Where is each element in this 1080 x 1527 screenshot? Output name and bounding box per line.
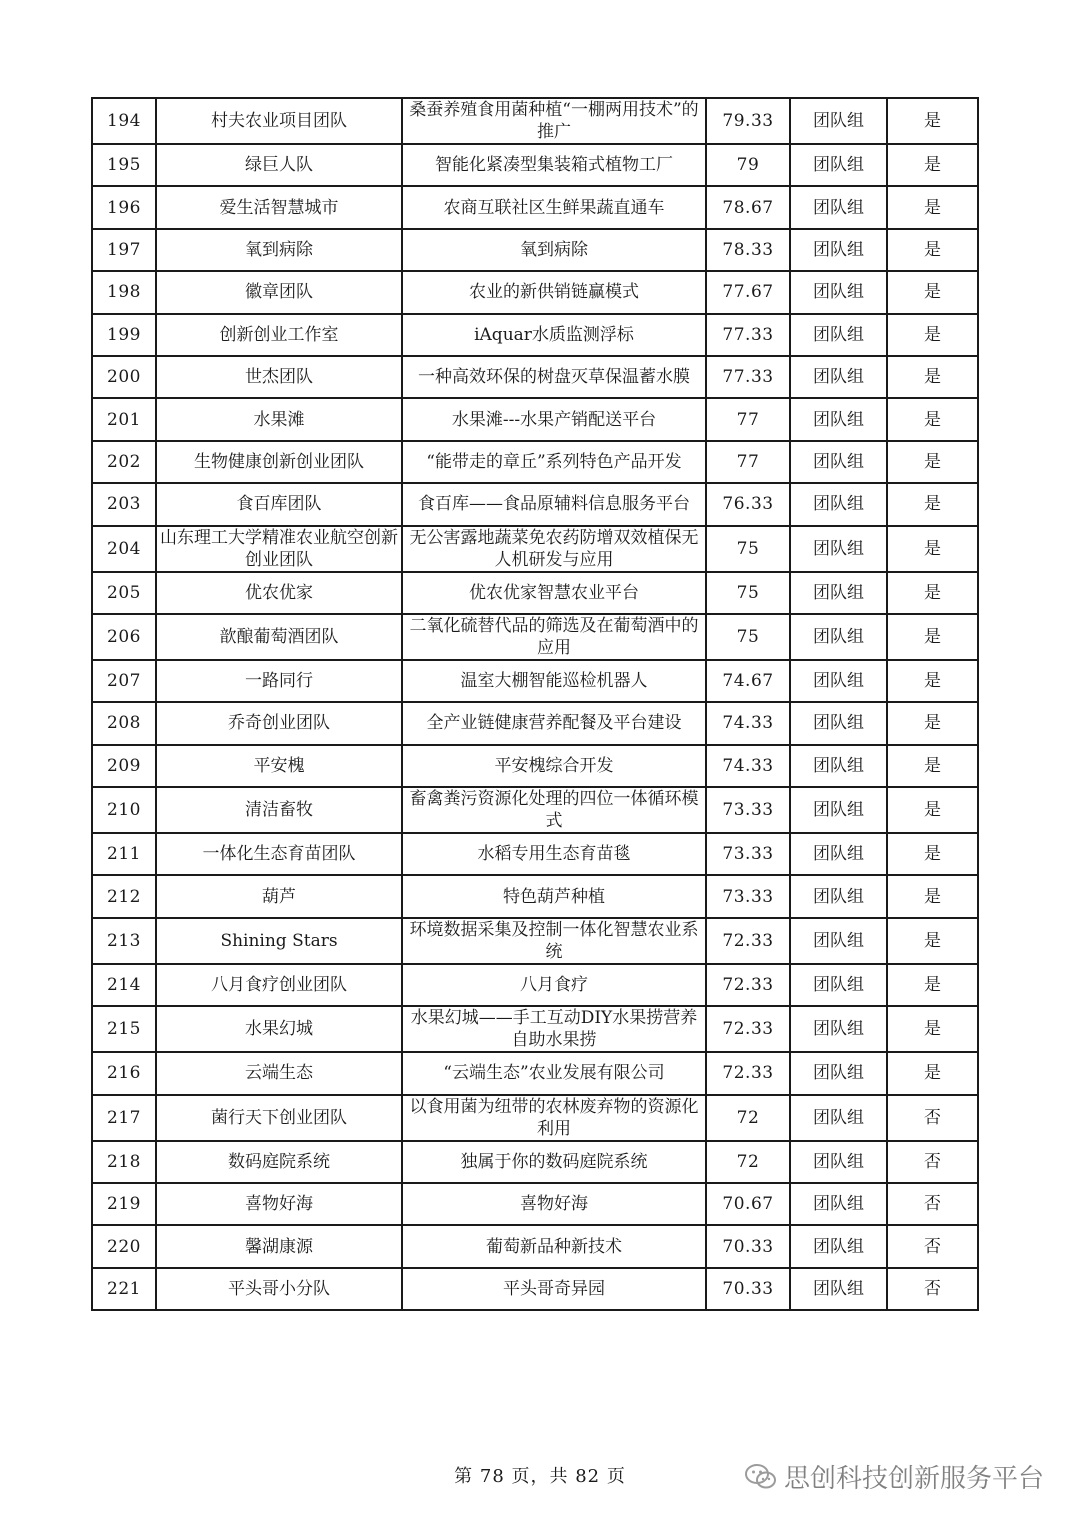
team-name-cell: 山东理工大学精准农业航空创新创业团队 (156, 526, 402, 572)
qualified-cell: 是 (887, 660, 978, 702)
row-number-cell: 201 (92, 398, 156, 440)
qualified-cell: 是 (887, 398, 978, 440)
team-name-cell: 清洁畜牧 (156, 787, 402, 833)
score-cell: 75 (706, 572, 790, 614)
qualified-cell: 是 (887, 98, 978, 144)
table-row (92, 1006, 978, 1052)
team-name-cell: 一体化生态育苗团队 (156, 833, 402, 875)
score-cell: 70.33 (706, 1268, 790, 1310)
project-name-cell: 二氧化硫替代品的筛选及在葡萄酒中的应用 (402, 614, 706, 660)
project-name-cell: 温室大棚智能巡检机器人 (402, 660, 706, 702)
group-cell: 团队组 (790, 1225, 887, 1267)
team-name-cell: 徽章团队 (156, 271, 402, 313)
table-row (92, 1268, 978, 1310)
qualified-cell: 是 (887, 918, 978, 964)
qualified-cell: 是 (887, 572, 978, 614)
group-cell: 团队组 (790, 787, 887, 833)
table-body (92, 98, 978, 1310)
team-name-cell: 云端生态 (156, 1052, 402, 1094)
project-name-cell: “云端生态”农业发展有限公司 (402, 1052, 706, 1094)
table-row (92, 918, 978, 964)
team-name-cell: 创新创业工作室 (156, 314, 402, 356)
project-name-cell: 全产业链健康营养配餐及平台建设 (402, 702, 706, 744)
project-name-cell: 农业的新供销链赢模式 (402, 271, 706, 313)
project-name-cell: 食百库——食品原辅料信息服务平台 (402, 483, 706, 525)
row-number-cell: 202 (92, 441, 156, 483)
team-name-cell: 村夫农业项目团队 (156, 98, 402, 144)
score-cell: 72 (706, 1095, 790, 1141)
row-number-cell: 219 (92, 1183, 156, 1225)
score-cell: 70.67 (706, 1183, 790, 1225)
qualified-cell: 是 (887, 483, 978, 525)
project-name-cell: iAquar水质监测浮标 (402, 314, 706, 356)
team-name-cell: 爱生活智慧城市 (156, 186, 402, 228)
score-cell: 77 (706, 441, 790, 483)
group-cell: 团队组 (790, 702, 887, 744)
project-name-cell: 农商互联社区生鲜果蔬直通车 (402, 186, 706, 228)
row-number-cell: 221 (92, 1268, 156, 1310)
qualified-cell: 是 (887, 144, 978, 186)
row-number-cell: 203 (92, 483, 156, 525)
team-name-cell: 喜物好海 (156, 1183, 402, 1225)
row-number-cell: 215 (92, 1006, 156, 1052)
project-name-cell: 水稻专用生态育苗毯 (402, 833, 706, 875)
score-cell: 77.33 (706, 356, 790, 398)
team-name-cell: 水果幻城 (156, 1006, 402, 1052)
group-cell: 团队组 (790, 572, 887, 614)
row-number-cell: 204 (92, 526, 156, 572)
group-cell: 团队组 (790, 229, 887, 271)
table-row (92, 1095, 978, 1141)
table-row (92, 660, 978, 702)
qualified-cell: 是 (887, 356, 978, 398)
table-row (92, 572, 978, 614)
group-cell: 团队组 (790, 1095, 887, 1141)
qualified-cell: 否 (887, 1183, 978, 1225)
qualified-cell: 是 (887, 229, 978, 271)
score-cell: 77.33 (706, 314, 790, 356)
score-cell: 77 (706, 398, 790, 440)
group-cell: 团队组 (790, 918, 887, 964)
row-number-cell: 208 (92, 702, 156, 744)
group-cell: 团队组 (790, 964, 887, 1006)
score-cell: 73.33 (706, 833, 790, 875)
qualified-cell: 是 (887, 787, 978, 833)
team-name-cell: 馨湖康源 (156, 1225, 402, 1267)
table-row (92, 186, 978, 228)
score-cell: 78.33 (706, 229, 790, 271)
table-row (92, 526, 978, 572)
table-row (92, 98, 978, 144)
score-cell: 75 (706, 614, 790, 660)
group-cell: 团队组 (790, 875, 887, 917)
group-cell: 团队组 (790, 1141, 887, 1183)
group-cell: 团队组 (790, 483, 887, 525)
qualified-cell: 是 (887, 271, 978, 313)
table-row (92, 441, 978, 483)
team-name-cell: 葫芦 (156, 875, 402, 917)
results-table (91, 97, 979, 1311)
team-name-cell: 数码庭院系统 (156, 1141, 402, 1183)
qualified-cell: 否 (887, 1095, 978, 1141)
score-cell: 74.33 (706, 745, 790, 787)
score-cell: 74.33 (706, 702, 790, 744)
project-name-cell: 氧到病除 (402, 229, 706, 271)
group-cell: 团队组 (790, 314, 887, 356)
qualified-cell: 是 (887, 614, 978, 660)
project-name-cell: 葡萄新品种新技术 (402, 1225, 706, 1267)
group-cell: 团队组 (790, 745, 887, 787)
team-name-cell: 氧到病除 (156, 229, 402, 271)
row-number-cell: 218 (92, 1141, 156, 1183)
qualified-cell: 是 (887, 964, 978, 1006)
wechat-icon (744, 1462, 778, 1492)
team-name-cell: 生物健康创新创业团队 (156, 441, 402, 483)
project-name-cell: 平安槐综合开发 (402, 745, 706, 787)
score-cell: 72 (706, 1141, 790, 1183)
group-cell: 团队组 (790, 614, 887, 660)
score-cell: 70.33 (706, 1225, 790, 1267)
group-cell: 团队组 (790, 356, 887, 398)
table-row (92, 964, 978, 1006)
table-row (92, 1183, 978, 1225)
qualified-cell: 是 (887, 526, 978, 572)
project-name-cell: “能带走的章丘”系列特色产品开发 (402, 441, 706, 483)
table-row (92, 745, 978, 787)
project-name-cell: 水果幻城——手工互动DIY水果捞营养自助水果捞 (402, 1006, 706, 1052)
row-number-cell: 214 (92, 964, 156, 1006)
row-number-cell: 209 (92, 745, 156, 787)
score-cell: 72.33 (706, 918, 790, 964)
team-name-cell: 平安槐 (156, 745, 402, 787)
table-row (92, 271, 978, 313)
qualified-cell: 是 (887, 314, 978, 356)
score-cell: 77.67 (706, 271, 790, 313)
score-cell: 79.33 (706, 98, 790, 144)
table-row (92, 1052, 978, 1094)
row-number-cell: 207 (92, 660, 156, 702)
row-number-cell: 197 (92, 229, 156, 271)
row-number-cell: 194 (92, 98, 156, 144)
team-name-cell: 优农优家 (156, 572, 402, 614)
row-number-cell: 211 (92, 833, 156, 875)
row-number-cell: 217 (92, 1095, 156, 1141)
project-name-cell: 一种高效环保的树盘灭草保温蓄水膜 (402, 356, 706, 398)
group-cell: 团队组 (790, 98, 887, 144)
row-number-cell: 213 (92, 918, 156, 964)
row-number-cell: 198 (92, 271, 156, 313)
table-row (92, 1225, 978, 1267)
score-cell: 72.33 (706, 964, 790, 1006)
qualified-cell: 否 (887, 1225, 978, 1267)
qualified-cell: 否 (887, 1268, 978, 1310)
row-number-cell: 205 (92, 572, 156, 614)
group-cell: 团队组 (790, 398, 887, 440)
table-row (92, 833, 978, 875)
qualified-cell: 是 (887, 875, 978, 917)
row-number-cell: 220 (92, 1225, 156, 1267)
team-name-cell: 八月食疗创业团队 (156, 964, 402, 1006)
project-name-cell: 无公害露地蔬菜免农药防增双效植保无人机研发与应用 (402, 526, 706, 572)
score-cell: 79 (706, 144, 790, 186)
score-cell: 72.33 (706, 1006, 790, 1052)
group-cell: 团队组 (790, 271, 887, 313)
score-cell: 73.33 (706, 875, 790, 917)
row-number-cell: 210 (92, 787, 156, 833)
team-name-cell: 菌行天下创业团队 (156, 1095, 402, 1141)
group-cell: 团队组 (790, 1006, 887, 1052)
group-cell: 团队组 (790, 144, 887, 186)
table-row (92, 356, 978, 398)
table-row (92, 702, 978, 744)
watermark (744, 1458, 1044, 1495)
project-name-cell: 水果滩---水果产销配送平台 (402, 398, 706, 440)
row-number-cell: 196 (92, 186, 156, 228)
project-name-cell: 环境数据采集及控制一体化智慧农业系统 (402, 918, 706, 964)
score-cell: 76.33 (706, 483, 790, 525)
watermark-text: 思创科技创新服务平台 (783, 1464, 1044, 1494)
team-name-cell: 世杰团队 (156, 356, 402, 398)
qualified-cell: 是 (887, 833, 978, 875)
team-name-cell: 歆酿葡萄酒团队 (156, 614, 402, 660)
project-name-cell: 桑蚕养殖食用菌种植“一棚两用技术”的推广 (402, 98, 706, 144)
row-number-cell: 195 (92, 144, 156, 186)
score-cell: 73.33 (706, 787, 790, 833)
row-number-cell: 206 (92, 614, 156, 660)
score-cell: 75 (706, 526, 790, 572)
team-name-cell: Shining Stars (156, 918, 402, 964)
table-row (92, 229, 978, 271)
team-name-cell: 绿巨人队 (156, 144, 402, 186)
score-cell: 78.67 (706, 186, 790, 228)
project-name-cell: 喜物好海 (402, 1183, 706, 1225)
project-name-cell: 以食用菌为纽带的农林废弃物的资源化利用 (402, 1095, 706, 1141)
table-row (92, 144, 978, 186)
project-name-cell: 优农优家智慧农业平台 (402, 572, 706, 614)
project-name-cell: 畜禽粪污资源化处理的四位一体循环模式 (402, 787, 706, 833)
table-row (92, 614, 978, 660)
qualified-cell: 是 (887, 745, 978, 787)
project-name-cell: 智能化紧凑型集装箱式植物工厂 (402, 144, 706, 186)
group-cell: 团队组 (790, 1268, 887, 1310)
group-cell: 团队组 (790, 441, 887, 483)
score-cell: 74.67 (706, 660, 790, 702)
qualified-cell: 是 (887, 186, 978, 228)
qualified-cell: 是 (887, 1052, 978, 1094)
team-name-cell: 平头哥小分队 (156, 1268, 402, 1310)
group-cell: 团队组 (790, 833, 887, 875)
qualified-cell: 否 (887, 1141, 978, 1183)
group-cell: 团队组 (790, 526, 887, 572)
table-row (92, 787, 978, 833)
team-name-cell: 乔奇创业团队 (156, 702, 402, 744)
table-row (92, 314, 978, 356)
qualified-cell: 是 (887, 441, 978, 483)
score-cell: 72.33 (706, 1052, 790, 1094)
qualified-cell: 是 (887, 702, 978, 744)
table-row (92, 1141, 978, 1183)
table-row (92, 875, 978, 917)
team-name-cell: 一路同行 (156, 660, 402, 702)
page-number: 第 78 页，共 82 页 (454, 1466, 626, 1487)
project-name-cell: 独属于你的数码庭院系统 (402, 1141, 706, 1183)
team-name-cell: 食百库团队 (156, 483, 402, 525)
row-number-cell: 199 (92, 314, 156, 356)
group-cell: 团队组 (790, 1052, 887, 1094)
team-name-cell: 水果滩 (156, 398, 402, 440)
qualified-cell: 是 (887, 1006, 978, 1052)
table-row (92, 398, 978, 440)
row-number-cell: 216 (92, 1052, 156, 1094)
row-number-cell: 200 (92, 356, 156, 398)
project-name-cell: 平头哥奇异园 (402, 1268, 706, 1310)
group-cell: 团队组 (790, 660, 887, 702)
row-number-cell: 212 (92, 875, 156, 917)
group-cell: 团队组 (790, 1183, 887, 1225)
project-name-cell: 特色葫芦种植 (402, 875, 706, 917)
table-row (92, 483, 978, 525)
group-cell: 团队组 (790, 186, 887, 228)
project-name-cell: 八月食疗 (402, 964, 706, 1006)
